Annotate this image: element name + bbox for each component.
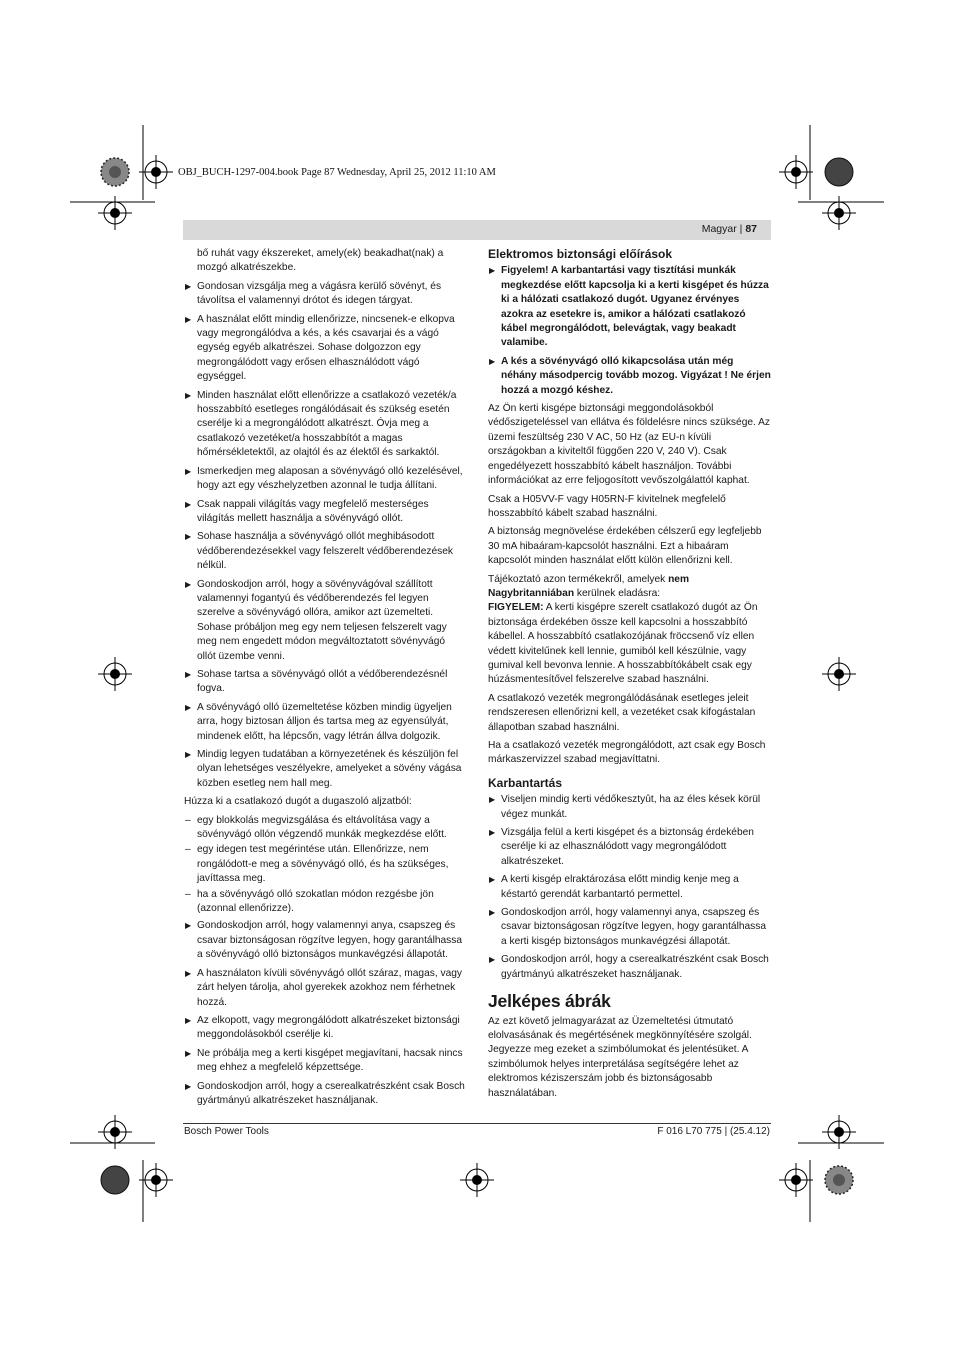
item-text: egy blokkolás megvizsgálása és eltávolítása vagy a sövényvágó ollón végzendő munkák megkezdése előtt. — [197, 814, 447, 841]
intro-text: bő ruhát vagy ékszereket, amely(ek) beakadhat(nak) a mozgó alkatrészekbe. — [197, 248, 444, 274]
dash-list — [184, 814, 466, 917]
bullet-item — [184, 280, 466, 309]
item-text: A használat előtt mindig ellenőrizze, nincsenek-e elkopva vagy megrongálódva a kés, a kés csavarjai és a vágó egység egyéb alkatrészei. Sohase dolgozzon egy megrongálódott vagy erősen elhasználódott vágó egységgel. — [197, 313, 455, 383]
bullet-arrow-icon: ▶ — [185, 669, 192, 679]
paragraph-cable-check: A csatlakozó vezeték megrongálódásának esetleges jeleit rendszeresen ellenőrizni kell, a vezetéket csak kifogástalan állapotban szabad használni. — [488, 692, 756, 733]
header-language: Magyar | — [701, 223, 743, 235]
item-text: Gondoskodjon arról, hogy a cserealkatrészként csak Bosch gyártmányú alkatrészeket használjanak. — [501, 954, 769, 980]
bullet-arrow-icon: ▶ — [489, 795, 496, 805]
bullet-arrow-icon: ▶ — [185, 532, 192, 542]
bullet-arrow-icon: ▶ — [185, 968, 192, 978]
bullet-arrow-icon: ▶ — [185, 314, 192, 324]
page-number: 87 — [745, 223, 757, 235]
bullet-arrow-icon: ▶ — [185, 702, 192, 712]
header-text — [702, 223, 757, 235]
bullet-item — [184, 1080, 466, 1109]
paragraph-cable-type: Csak a H05VV-F vagy H05RN-F kivitelnek megfelelő hosszabbító kábelt szabad használni. — [488, 493, 726, 519]
slug-line: OBJ_BUCH-1297-004.book Page 87 Wednesday, April 25, 2012 11:10 AM — [178, 167, 496, 178]
page-header — [183, 220, 771, 240]
item-text: A sövényvágó olló üzemeltetése közben mindig ügyeljen arra, hogy biztosan álljon és tartsa meg az egyensúlyát, mindenek előtt, ha lépcsőn, vagy létrán állva dolgozik. — [197, 701, 452, 742]
uk-info-a: Tájékoztató azon termékekről, amelyek — [488, 573, 669, 585]
item-text: Gondoskodjon arról, hogy valamennyi anya, csapszeg és csavar biztonságosan rögzítve legyen, hogy garantálhassa a sövényvágó olló biztonságos munkavégzési állapotát. — [197, 920, 463, 961]
bullet-item — [184, 1047, 466, 1076]
bullet-item — [184, 748, 466, 791]
bullet-item — [488, 793, 771, 822]
bullet-arrow-icon: ▶ — [185, 281, 192, 291]
dash-marker: – — [185, 814, 191, 826]
bullet-arrow-icon: ▶ — [489, 828, 496, 838]
bullet-item — [184, 389, 466, 461]
bullet-arrow-icon: ▶ — [489, 266, 496, 276]
bullet-item — [488, 355, 771, 398]
dash-item — [184, 843, 466, 886]
bullet-item — [488, 906, 771, 949]
bullet-item — [184, 1014, 466, 1043]
item-text: Viseljen mindig kerti védőkesztyût, ha az éles kések körül végez munkát. — [501, 794, 761, 820]
bullet-arrow-icon: ▶ — [489, 875, 496, 885]
bullet-arrow-icon: ▶ — [489, 955, 496, 965]
dash-marker: – — [185, 844, 191, 856]
heading-electrical-safety: Elektromos biztonsági előírások — [488, 247, 673, 261]
item-text: Sohase használja a sövényvágó ollót meghibásodott védőberendezésekkel vagy felszerelt védőberendezések nélkül. — [197, 531, 453, 572]
bullet-arrow-icon: ▶ — [185, 579, 192, 589]
item-text: Csak nappali világítás vagy megfelelő mesterséges világítás mellett használja a sövényvágó ollót. — [197, 498, 429, 524]
item-text: A kés a sövényvágó olló kikapcsolása után még néhány másodpercig tovább mozog. Vigyázat ! Ne érjen hozzá a mozgó késhez. — [501, 355, 771, 396]
item-text: Gondoskodjon arról, hogy valamennyi anya, csapszeg és csavar biztonságosan rögzítve legyen, hogy garantálhassa a kerti kisgép biztonságos munkavégzési állapotát. — [501, 907, 767, 947]
bullet-item — [184, 313, 466, 385]
paragraph-cable-repair: Ha a csatlakozó vezeték megrongálódott, azt csak egy Bosch márkaszervizzel szabad megjavíttatni. — [488, 740, 766, 766]
dash-item — [184, 814, 466, 843]
bullet-item — [184, 498, 466, 527]
item-text: Mindig legyen tudatában a környezetének és készüljön fel olyan lehetséges veszélyekre, amelyeket a sövény vágása közben esetleg nem hall meg. — [197, 749, 462, 789]
plug-intro: Húzza ki a csatlakozó dugót a dugaszoló aljzatból: — [184, 796, 412, 808]
item-text: A használaton kívüli sövényvágó ollót száraz, magas, vagy zárt helyen tárolja, ahol gyerekek azokhoz nem férhetnek hozzá. — [197, 967, 463, 1008]
warning-text: A kerti kisgépre szerelt csatlakozó dugót az Ön biztonsága érdekében össze kell kapcsolni a hosszabbító kábellel. A hosszabbító csatlakozójának fröccsenő víz ellen védett kivitelűnek kell lennie, gumiból kell készülnie, vagy gumival kell bevonva lennie. A hosszabbítókábelt csak egy húzásmentesítővel felszerelve szabad használni. — [488, 602, 758, 686]
item-text: A kerti kisgép elraktározása előtt mindig kenje meg a késtartó gerendát karbantartó permettel. — [501, 874, 739, 900]
electrical-bullets — [488, 264, 771, 398]
bullet-arrow-icon: ▶ — [185, 499, 192, 509]
item-text: Minden használat előtt ellenőrizze a csatlakozó vezeték/a hosszabbító esetleges rongálódásait és szükség esetén cserélje ki a megrongálódott alkatrészt. Óvja meg a csatlakozó vezetéket/a hosszabbítót a magas hőmérsékletektől, az olajtól és az élektől és sarkaktól. — [197, 389, 457, 459]
bullet-arrow-icon: ▶ — [185, 390, 192, 400]
bullet-item — [184, 701, 466, 744]
item-text: Gondoskodjon arról, hogy a sövényvágóval szállított valamennyi fogantyú és védőberendezés fel legyen szerelve a sövényvágó ollóra, amikor azt üzemelteti. Sohase próbáljon meg egy nem teljesen felszerelt vagy meg nem engedett módon megváltoztatott sövényvágó ollót üzembe venni. — [197, 578, 447, 662]
paragraph-rcd: A biztonság megnövelése érdekében célszerű egy legfeljebb 30 mA hibaáram-kapcsolót használni. Ezt a hibaáram kapcsolót minden használat előtt külön ellenőrizni kell. — [488, 526, 762, 567]
bullet-arrow-icon: ▶ — [185, 1048, 192, 1058]
bullet-arrow-icon: ▶ — [185, 750, 192, 759]
paragraph-symbols: Az ezt követő jelmagyarázat az Üzemeltetési útmutató elolvasásának és megértésének megkönnyítésére szolgál. Jegyezze meg ezeket a szimbólumokat és jelentésüket. A szimbólumok helyes interpretálása segítségére lehet az elektromos kéziszerszám jobb és biztonságosabb használatában. — [488, 1015, 752, 1099]
item-text: Figyelem! A karbantartási vagy tisztítási munkák megkezdése előtt kapcsolja ki a kerti kisgépet és húzza ki a hálózati csatlakozó dugót. Ugyanez érvényes azokra az esetekre is, amikor a hálózati csatlakozó kábel megrongálódott, belevágtak, vagy beakadt valamibe. — [501, 265, 769, 349]
heading-maintenance: Karbantartás — [488, 775, 563, 790]
item-text: ha a sövényvágó olló szokatlan módon rezgésbe jön (azonnal ellenőrizze). — [197, 888, 434, 915]
item-text: Gondoskodjon arról, hogy a cserealkatrészként csak Bosch gyártmányú alkatrészeket használjanak. — [197, 1080, 465, 1106]
item-text: Vizsgálja felül a kerti kisgépet és a biztonság érdekében cserélje ki az elhasználódott vagy megrongálódott alkatrészeket. — [501, 827, 754, 867]
warning-label: FIGYELEM: — [488, 602, 544, 614]
bullet-item — [184, 578, 466, 664]
item-text: Gondosan vizsgálja meg a vágásra kerülő sövényt, és távolítsa el valamennyi drótot és idegen tárgyat. — [197, 280, 442, 307]
bullet-arrow-icon: ▶ — [489, 356, 496, 366]
item-text: Sohase tartsa a sövényvágó ollót a védőberendezésnél fogva. — [197, 668, 448, 695]
right-column — [488, 247, 771, 1105]
bullet-item — [488, 264, 771, 350]
item-text: Ismerkedjen meg alaposan a sövényvágó olló kezelésével, hogy azt egy vészhelyzetben azonnal le tudja állítani. — [197, 465, 463, 492]
bullet-arrow-icon: ▶ — [185, 1081, 192, 1091]
dash-marker: – — [185, 888, 191, 900]
bullet-item — [488, 873, 771, 902]
footer-brand: Bosch Power Tools — [184, 1126, 269, 1137]
bullet-item — [184, 967, 466, 1010]
bullet-arrow-icon: ▶ — [185, 1015, 192, 1025]
dash-item — [184, 888, 466, 917]
footer-rule — [183, 1123, 771, 1124]
bullet-arrow-icon: ▶ — [489, 908, 496, 918]
paragraph-insulation: Az Ön kerti kisgépe biztonsági meggondolásokból védőszigeteléssel van ellátva és földelésre nincs szüksége. Az üzemi feszültség 230 V AC, 50 Hz (az EU-n kívüli országokban a kiviteltől függően 220 V, 240 V). Csak engedélyezett hosszabbító kábelt használjon. További információkat az erre feljogosított vevőszolgálattól kaphat. — [488, 403, 771, 487]
bullet-list-1 — [184, 280, 466, 791]
bullet-item — [184, 530, 466, 573]
bullet-item — [184, 668, 466, 697]
bullet-item — [184, 919, 466, 962]
bullet-arrow-icon: ▶ — [185, 466, 192, 476]
bullet-list-2 — [184, 919, 466, 1108]
paragraph-uk-info — [488, 573, 771, 602]
paragraph-warning — [488, 601, 771, 687]
left-column — [184, 247, 466, 1112]
uk-info-c: kerülnek eladásra: — [574, 587, 661, 599]
uk-info-b: nem Nagybritanniában — [488, 573, 690, 599]
heading-symbols: Jelképes ábrák — [488, 991, 611, 1012]
maintenance-bullets — [488, 793, 771, 982]
item-text: Ne próbálja meg a kerti kisgépet megjavítani, hacsak nincs meg ehhez a megfelelő képzettsége. — [197, 1047, 463, 1074]
bullet-item — [488, 826, 771, 869]
bullet-item — [488, 953, 771, 982]
item-text: egy idegen test megérintése után. Ellenőrizze, nem rongálódott-e meg a sövényvágó olló, és ha szükséges, javíttassa meg. — [197, 844, 449, 885]
bullet-arrow-icon: ▶ — [185, 921, 192, 931]
item-text: Az elkopott, vagy megrongálódott alkatrészeket biztonsági meggondolásokból cserélje ki. — [197, 1014, 460, 1041]
footer-docnumber: F 016 L70 775 | (25.4.12) — [657, 1126, 770, 1137]
bullet-item — [184, 465, 466, 494]
